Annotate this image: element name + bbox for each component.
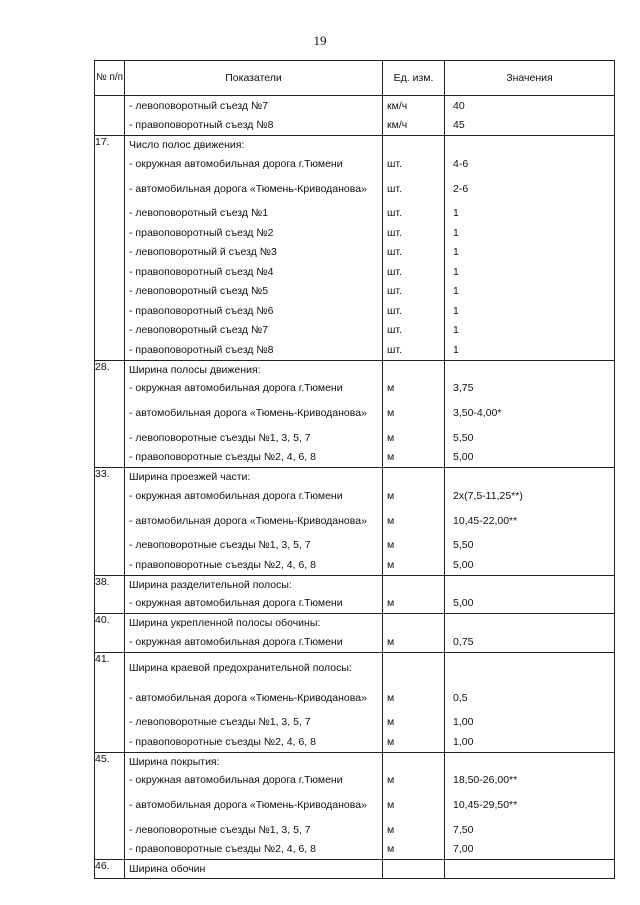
value: 4-6	[453, 157, 469, 170]
table-row	[95, 652, 615, 752]
indicator-item: - окружная автомобильная дорога г.Тюмени	[129, 489, 343, 502]
value: 1,00	[453, 735, 474, 748]
unit-value: м	[387, 635, 395, 648]
indicator-item: - автомобильная дорога «Тюмень-Криводанова»	[129, 407, 367, 419]
header-num: № п/п	[95, 61, 125, 96]
value: 1	[453, 226, 459, 239]
unit-value: м	[387, 407, 395, 419]
unit-value: шт.	[387, 226, 402, 239]
value: 7,50	[453, 823, 474, 836]
row-number: 45.	[95, 752, 125, 860]
row-number: 38.	[95, 575, 125, 614]
indicator-item: - правоповоротные съезды №2, 4, 6, 8	[129, 451, 316, 464]
value-cell	[445, 360, 615, 468]
table-row	[95, 360, 615, 468]
table-row	[95, 575, 615, 614]
indicator-title: Ширина полосы движения:	[129, 363, 261, 376]
indicator-title: Ширина укрепленной полосы обочины:	[129, 617, 321, 629]
header-unit: Ед. изм.	[383, 61, 445, 96]
indicator-item: - правоповоротные съезды №2, 4, 6, 8	[129, 735, 316, 748]
unit-value: шт.	[387, 343, 402, 356]
indicator-title: Ширина краевой предохранительной полосы:	[129, 661, 352, 674]
value: 1	[453, 265, 459, 278]
value: 1	[453, 207, 459, 220]
unit-value: м	[387, 691, 395, 704]
value: 5,50	[453, 539, 474, 552]
value: 2-6	[453, 182, 469, 195]
unit-value: м	[387, 431, 395, 444]
unit-cell	[383, 468, 445, 576]
unit-value: м	[387, 558, 395, 571]
indicator-item: - правоповоротный съезд №6	[129, 304, 274, 317]
indicator-item: - окружная автомобильная дорога г.Тюмени	[129, 157, 343, 170]
indicator-cell	[125, 752, 383, 860]
row-number: 46.	[95, 860, 125, 879]
value: 18,50-26,00**	[453, 774, 518, 787]
indicator-item: - левоповоротный съезд №5	[129, 285, 269, 298]
indicator-item: - автомобильная дорога «Тюмень-Криводанова»	[129, 799, 367, 811]
row-number: 17.	[95, 136, 125, 361]
header-indicator: Показатели	[125, 61, 383, 96]
indicator-item: - автомобильная дорога «Тюмень-Криводанова»	[129, 514, 367, 527]
indicator-cell	[125, 136, 383, 361]
unit-value: шт.	[387, 265, 402, 278]
unit-value: шт.	[387, 182, 402, 195]
value-cell	[445, 96, 615, 136]
unit-value: м	[387, 735, 395, 748]
unit-value: км/ч	[387, 119, 408, 132]
indicator-cell	[125, 652, 383, 752]
unit-value: шт.	[387, 285, 402, 298]
table-row	[95, 136, 615, 361]
indicator-item: - автомобильная дорога «Тюмень-Криводанова»	[129, 691, 367, 704]
indicator-item: - левоповоротные съезды №1, 3, 5, 7	[129, 431, 311, 444]
value-cell	[445, 752, 615, 860]
indicator-item: - левоповоротные съезды №1, 3, 5, 7	[129, 823, 311, 836]
unit-value: шт.	[387, 304, 402, 317]
value: 1	[453, 246, 459, 259]
row-number: 40.	[95, 614, 125, 653]
indicator-item: - левоповоротный съезд №7	[129, 99, 269, 112]
value: 40	[453, 99, 465, 112]
value: 10,45-29,50**	[453, 799, 518, 811]
unit-value: м	[387, 799, 395, 811]
indicator-item: - правоповоротный съезд №8	[129, 119, 274, 132]
page-number: 19	[313, 33, 327, 48]
value: 1	[453, 324, 459, 337]
indicator-title: Ширина обочин	[129, 863, 206, 875]
indicator-cell	[125, 468, 383, 576]
indicator-title: Ширина проезжей части:	[129, 471, 251, 483]
value: 2х(7,5-11,25**)	[453, 489, 523, 502]
unit-value: м	[387, 843, 395, 856]
indicator-cell	[125, 360, 383, 468]
indicator-cell	[125, 96, 383, 136]
value-cell	[445, 575, 615, 614]
indicator-item: - правоповоротный съезд №4	[129, 265, 274, 278]
value: 3,50-4,00*	[453, 407, 502, 419]
table-row	[95, 752, 615, 860]
indicator-item: - окружная автомобильная дорога г.Тюмени	[129, 774, 343, 787]
value-cell	[445, 468, 615, 576]
unit-value: м	[387, 514, 395, 527]
unit-value: м	[387, 489, 395, 502]
unit-value: м	[387, 382, 395, 395]
indicator-cell	[125, 575, 383, 614]
value: 5,00	[453, 451, 474, 464]
value-cell	[445, 652, 615, 752]
indicator-item: - левоповоротный съезд №1	[129, 207, 269, 220]
indicator-item: - правоповоротные съезды №2, 4, 6, 8	[129, 843, 316, 856]
row-number: 33.	[95, 468, 125, 576]
table-header-row	[95, 61, 615, 96]
indicator-cell	[125, 614, 383, 653]
table-row	[95, 468, 615, 576]
unit-cell	[383, 96, 445, 136]
value: 5,00	[453, 558, 474, 571]
indicator-cell	[125, 860, 383, 879]
unit-value: км/ч	[387, 99, 408, 112]
unit-cell	[383, 752, 445, 860]
value: 1	[453, 285, 459, 298]
header-value: Значения	[445, 61, 615, 96]
value: 0,75	[453, 635, 474, 648]
value: 0,5	[453, 691, 468, 704]
table-row	[95, 96, 615, 136]
value: 45	[453, 119, 465, 132]
unit-cell	[383, 136, 445, 361]
unit-cell	[383, 614, 445, 653]
unit-value: м	[387, 451, 395, 464]
indicator-item: - правоповоротный съезд №2	[129, 226, 274, 239]
unit-cell	[383, 360, 445, 468]
unit-cell	[383, 652, 445, 752]
indicator-item: - окружная автомобильная дорога г.Тюмени	[129, 635, 343, 648]
value: 1,00	[453, 716, 474, 729]
indicator-item: - правоповоротный съезд №8	[129, 343, 274, 356]
indicators-table	[94, 60, 615, 879]
value-cell	[445, 860, 615, 879]
unit-value: м	[387, 774, 395, 787]
indicator-title: Ширина покрытия:	[129, 755, 220, 768]
unit-value: шт.	[387, 246, 402, 259]
value: 5,50	[453, 431, 474, 444]
unit-value: м	[387, 597, 395, 610]
indicator-item: - окружная автомобильная дорога г.Тюмени	[129, 382, 343, 395]
unit-value: шт.	[387, 207, 402, 220]
unit-value: м	[387, 716, 395, 729]
unit-cell	[383, 860, 445, 879]
value: 1	[453, 304, 459, 317]
table-row	[95, 614, 615, 653]
indicator-item: - автомобильная дорога «Тюмень-Криводанова»	[129, 182, 367, 195]
value: 5,00	[453, 597, 474, 610]
value: 10,45-22,00**	[453, 514, 518, 527]
row-number	[95, 96, 125, 136]
unit-value: м	[387, 539, 395, 552]
table-row	[95, 860, 615, 879]
unit-cell	[383, 575, 445, 614]
indicator-item: - левоповоротные съезды №1, 3, 5, 7	[129, 539, 311, 552]
value: 3,75	[453, 382, 474, 395]
value: 7,00	[453, 843, 474, 856]
unit-value: м	[387, 823, 395, 836]
indicator-item: - левоповоротный съезд №7	[129, 324, 269, 337]
indicator-item: - правоповоротные съезды №2, 4, 6, 8	[129, 558, 316, 571]
unit-value: шт.	[387, 324, 402, 337]
indicator-item: - левоповоротный й съезд №3	[129, 246, 277, 259]
row-number: 41.	[95, 652, 125, 752]
indicator-title: Число полос движения:	[129, 139, 245, 151]
value-cell	[445, 136, 615, 361]
indicator-item: - левоповоротные съезды №1, 3, 5, 7	[129, 716, 311, 729]
unit-value: шт.	[387, 157, 402, 170]
row-number: 28.	[95, 360, 125, 468]
indicator-item: - окружная автомобильная дорога г.Тюмени	[129, 597, 343, 610]
value-cell	[445, 614, 615, 653]
indicator-title: Ширина разделительной полосы:	[129, 578, 292, 591]
value: 1	[453, 343, 459, 356]
